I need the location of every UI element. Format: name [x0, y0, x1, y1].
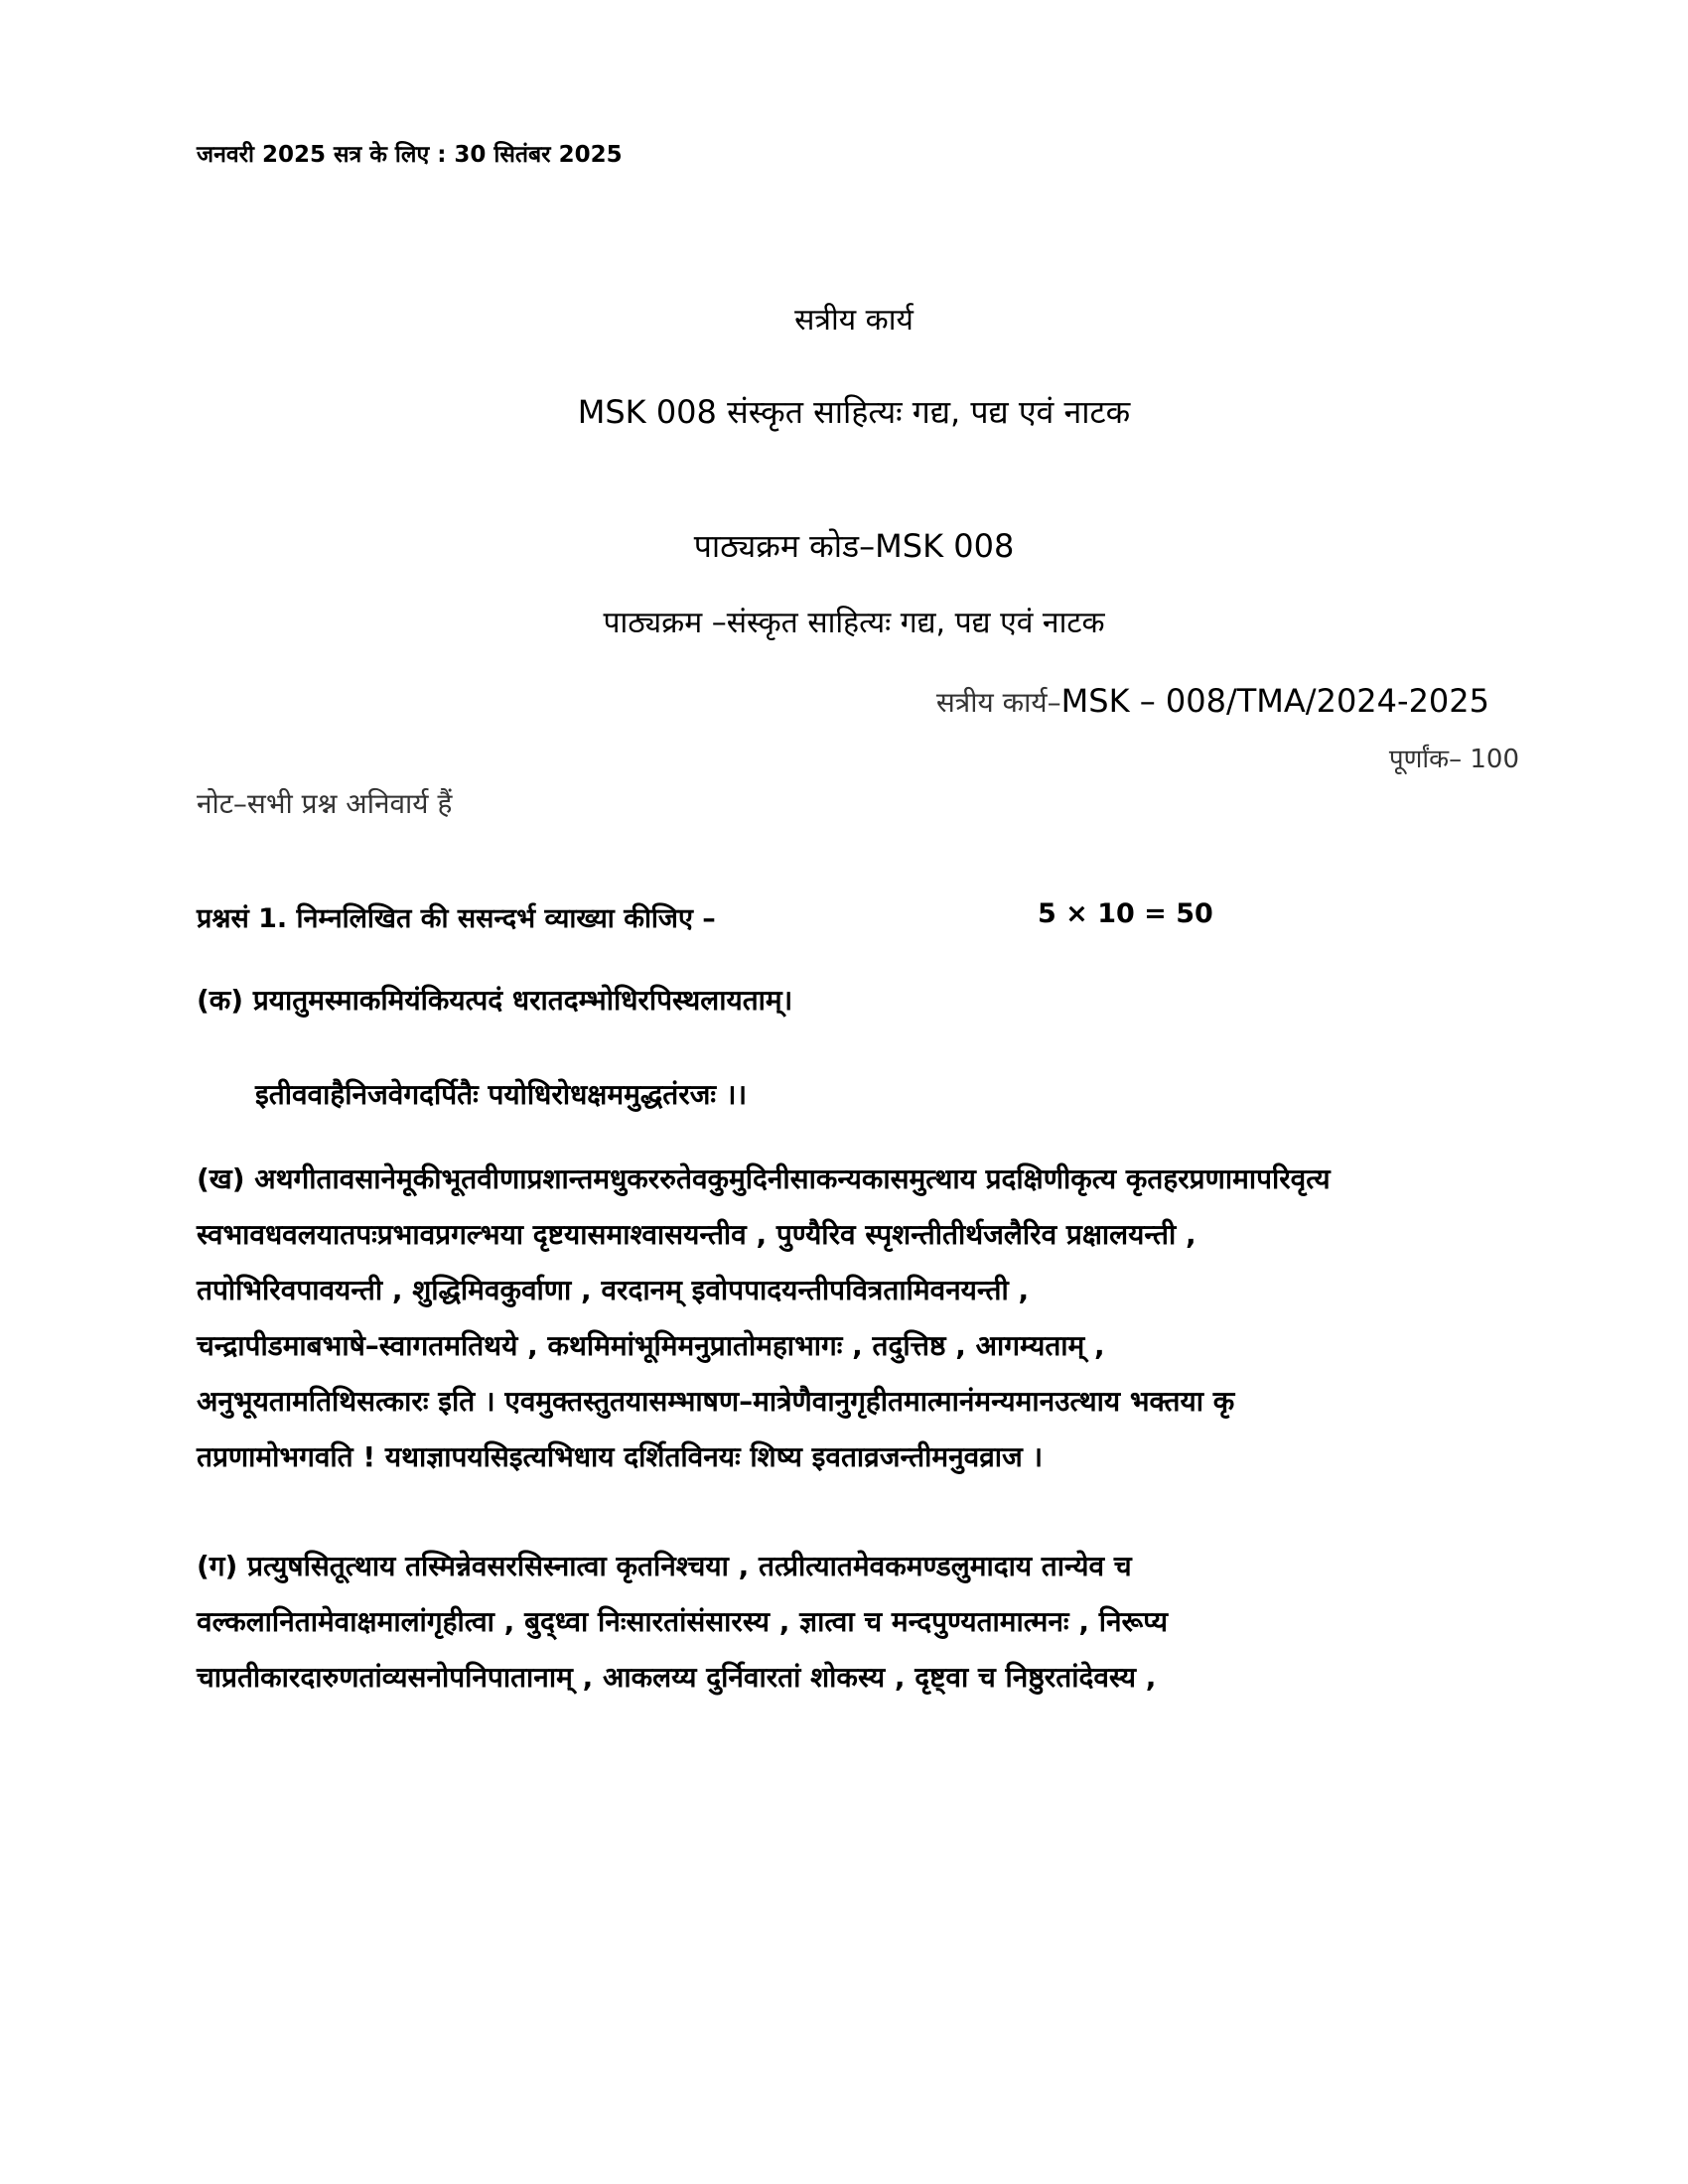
- tma-code: MSK – 008/TMA/2024-2025: [1060, 682, 1489, 720]
- part-ga-passage: [197, 1539, 1527, 1706]
- part-ka-verse-2: इतीववाहैनिजवेगदर्पितैः पयोधिरोधक्षममुद्धतंरजः ।।: [255, 1078, 748, 1111]
- part-ga-line: [197, 1539, 1527, 1594]
- part-kha-prefix: (ख): [197, 1162, 245, 1195]
- assignment-title: सत्रीय कार्य: [794, 303, 914, 338]
- part-kha-line: स्वभावधवलयातपःप्रभावप्रगल्भया दृष्टयासमाश्वासयन्तीव , पुण्यैरिव स्पृशन्तीतीर्थजलैरिव प्रक्षालयन्ती ,: [197, 1218, 1196, 1251]
- part-ga-prefix: (ग): [197, 1550, 238, 1582]
- part-ka-line-1: [197, 973, 1527, 1028]
- session-date-line: जनवरी 2025 सत्र के लिए : 30 सितंबर 2025: [197, 142, 623, 168]
- part-kha-line-text: अथगीतावसानेमूकीभूतवीणाप्रशान्तमधुकररुतेवकुमुदिनीसाकन्यकासमुत्थाय प्रदक्षिणीकृत्य कृतहरप्रणामापरिवृत्य: [254, 1162, 1331, 1195]
- part-ga-line: वल्कलानितामेवाक्षमालांगृहीत्वा , बुद्ध्वा निःसारतांसंसारस्य , ज्ञात्वा च मन्दपुण्यतामात्मनः , निरूप्य: [197, 1605, 1168, 1638]
- part-ga-line: चाप्रतीकारदारुणतांव्यसनोपनिपातानाम् , आकलय्य दुर्निवारतां शोकस्य , दृष्ट्वा च निष्ठुरतांदेवस्य ,: [197, 1661, 1157, 1694]
- instruction-note: नोट–सभी प्रश्न अनिवार्य हैं: [197, 787, 453, 820]
- part-ga-line-text: प्रत्युषसितूत्थाय तस्मिन्नेवसरसिस्नात्वा कृतनिश्चया , तत्प्रीत्यातमेवकमण्डलुमादाय तान्येव च: [247, 1550, 1132, 1582]
- question-1-text: प्रश्नसं 1. निम्नलिखित की ससन्दर्भ व्याख्या कीजिए –: [197, 903, 716, 934]
- part-kha-passage: [197, 1152, 1527, 1485]
- course-name: पाठ्यक्रम –संस्कृत साहित्यः गद्य, पद्य एवं नाटक: [603, 606, 1105, 640]
- part-ka-verse-1: प्रयातुमस्माकमियंकियत्पदं धरातदम्भोधिरपिस्थलायताम्।: [252, 984, 793, 1017]
- tma-reference: [936, 682, 1489, 721]
- part-ka-prefix: (क): [197, 984, 244, 1017]
- part-kha-line: तप्रणामोभगवति ! यथाज्ञापयसिइत्यभिधाय दर्शितविनयः शिष्य इवताव्रजन्तीमनुवव्राज ।: [197, 1440, 1044, 1473]
- part-kha-line: चन्द्रापीडमाबभाषे–स्वागतमतिथये , कथमिमांभूमिमनुप्रातोमहाभागः , तदुत्तिष्ठ , आगम्यताम् ,: [197, 1329, 1105, 1362]
- part-kha-line: तपोभिरिवपावयन्ती , शुद्धिमिवकुर्वाणा , वरदानम् इवोपपादयन्तीपवित्रतामिवनयन्ती ,: [197, 1274, 1030, 1306]
- question-1-marks: 5 × 10 = 50: [1038, 898, 1213, 929]
- course-heading: MSK 008 संस्कृत साहित्यः गद्य, पद्य एवं नाटक: [577, 393, 1131, 431]
- max-marks: पूर्णांक– 100: [1388, 745, 1519, 774]
- course-code: पाठ्यक्रम कोड–MSK 008: [693, 527, 1015, 565]
- part-kha-line: [197, 1152, 1527, 1207]
- tma-label: सत्रीय कार्य–: [935, 686, 1061, 719]
- part-kha-line: अनुभूयतामतिथिसत्कारः इति । एवमुक्तस्तुतयासम्भाषण–मात्रेणैवानुगृहीतमात्मानंमन्यमानउत्थाय भक्तया कृ: [197, 1385, 1235, 1418]
